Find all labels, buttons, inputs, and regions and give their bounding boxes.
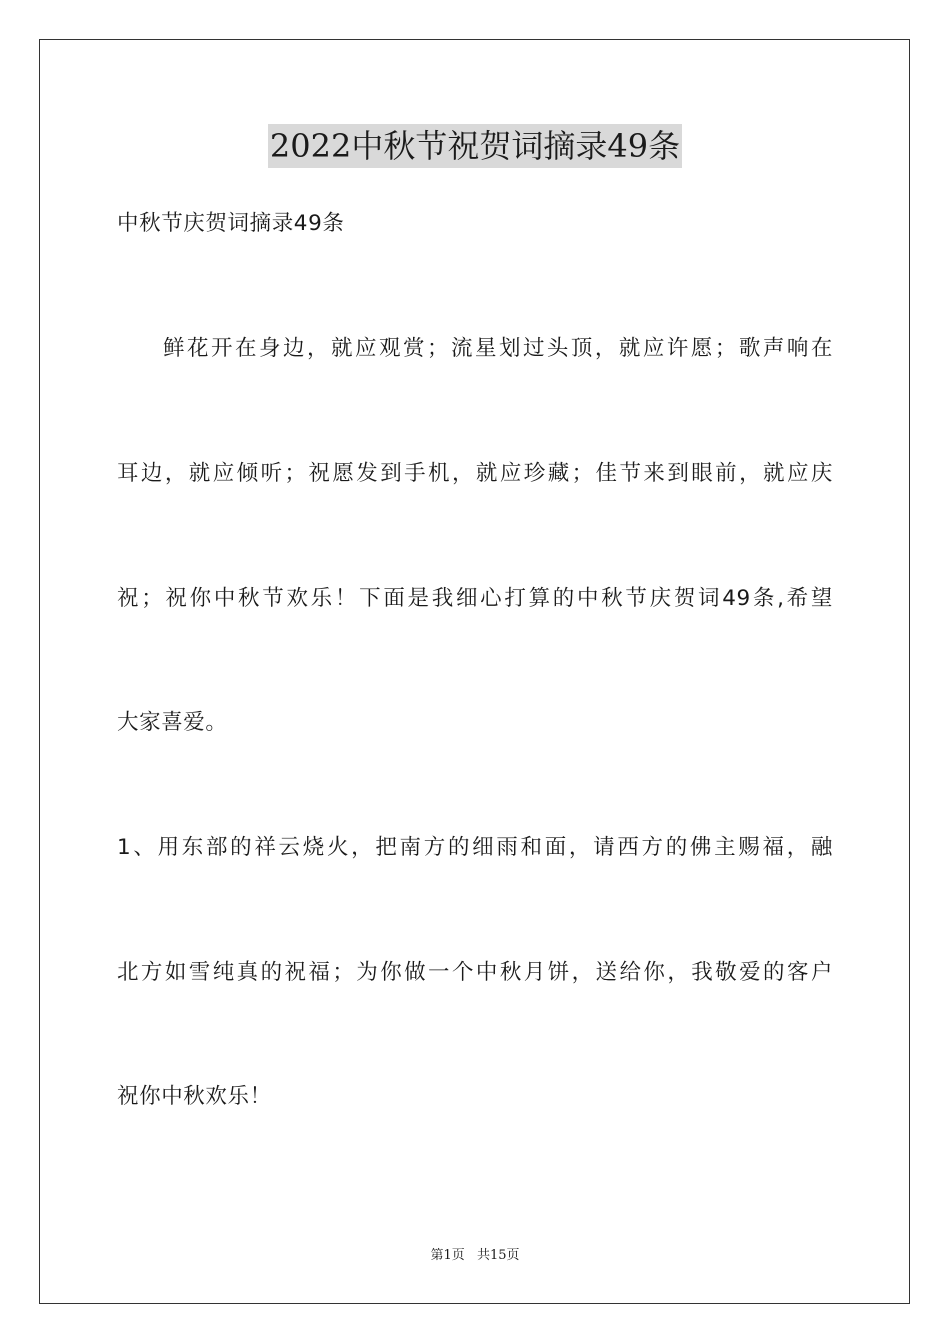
paragraph-line-4: 大家喜爱。 [117, 710, 228, 735]
title-container [0, 124, 950, 168]
paragraph-line-3: 祝；祝你中秋节欢乐！下面是我细心打算的中秋节庆贺词49条,希望 [117, 586, 833, 611]
paragraph-line-6: 北方如雪纯真的祝福；为你做一个中秋月饼，送给你，我敬爱的客户 [117, 960, 833, 985]
document-subtitle: 中秋节庆贺词摘录49条 [117, 211, 345, 236]
paragraph-line-5: 1、用东部的祥云烧火，把南方的细雨和面，请西方的佛主赐福，融 [117, 835, 833, 860]
paragraph-line-1: 鲜花开在身边，就应观赏；流星划过头顶，就应许愿；歌声响在 [163, 336, 833, 361]
page-total: 共15页 [476, 1248, 520, 1263]
paragraph-line-2: 耳边，就应倾听；祝愿发到手机，就应珍藏；佳节来到眼前，就应庆 [117, 461, 833, 486]
page-number: 第1页 [430, 1248, 465, 1263]
page-footer [0, 1247, 950, 1265]
paragraph-line-7: 祝你中秋欢乐！ [117, 1084, 272, 1109]
document-title: 2022中秋节祝贺词摘录49条 [268, 124, 682, 168]
